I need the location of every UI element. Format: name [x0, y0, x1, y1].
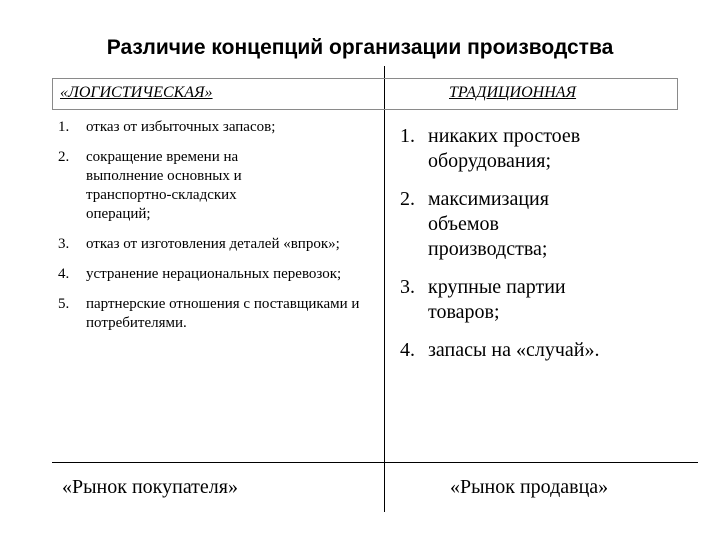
- logistic-list: [58, 118, 378, 344]
- item-number: 2.: [400, 188, 415, 210]
- list-item: [58, 265, 378, 284]
- item-number: 4.: [400, 339, 415, 361]
- column-divider: [384, 66, 385, 512]
- item-number: 2.: [58, 149, 70, 165]
- footer-divider: [52, 462, 698, 463]
- item-number: 3.: [58, 236, 70, 252]
- item-text: отказ от изготовления деталей «впрок»;: [86, 236, 340, 252]
- header-traditional: ТРАДИЦИОННАЯ: [449, 84, 577, 101]
- item-text: запасы на «случай».: [428, 339, 600, 361]
- traditional-list: [400, 124, 700, 376]
- list-item: [400, 275, 700, 325]
- item-number: 1.: [400, 125, 415, 147]
- list-item: [400, 124, 700, 174]
- item-text: устранение нерациональных перевозок;: [86, 266, 342, 282]
- footer-seller-market: «Рынок продавца»: [450, 476, 609, 498]
- list-item: [400, 187, 700, 262]
- list-item: [58, 148, 378, 224]
- item-text: максимизация объемов производства;: [428, 188, 549, 260]
- list-item: [58, 235, 378, 254]
- list-item: [400, 338, 700, 363]
- page-title: Различие концепций организации производства: [106, 36, 614, 59]
- item-number: 4.: [58, 266, 70, 282]
- list-item: [58, 118, 378, 137]
- header-logistic: «ЛОГИСТИЧЕСКАЯ»: [60, 84, 213, 101]
- item-text: сокращение времени на выполнение основных и транспортно-складских операций;: [86, 149, 242, 222]
- item-number: 5.: [58, 296, 70, 312]
- item-number: 1.: [58, 119, 70, 135]
- item-text: отказ от избыточных запасов;: [86, 119, 276, 135]
- footer-buyer-market: «Рынок покупателя»: [62, 476, 238, 498]
- item-text: крупные партии товаров;: [428, 276, 566, 323]
- list-item: [58, 295, 378, 333]
- item-number: 3.: [400, 276, 415, 298]
- item-text: никаких простоев оборудования;: [428, 125, 581, 172]
- item-text: партнерские отношения с поставщиками и потребителями.: [86, 296, 360, 331]
